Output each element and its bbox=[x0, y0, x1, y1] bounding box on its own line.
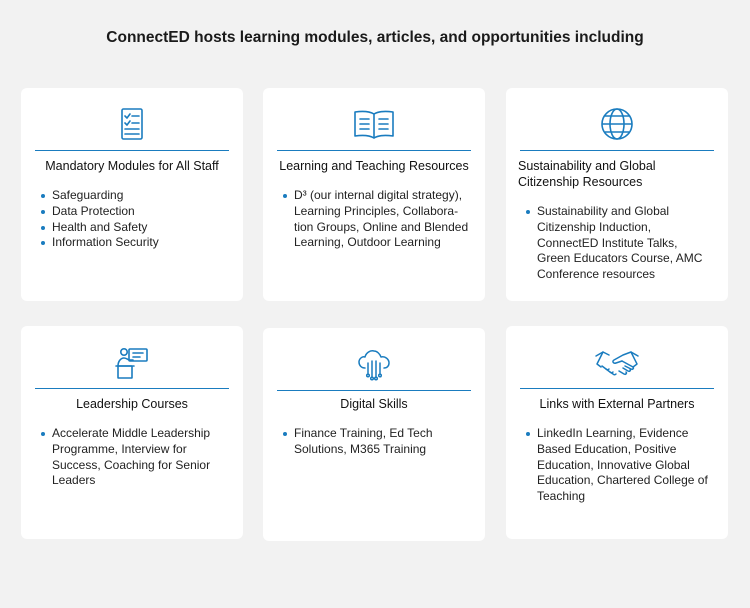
divider bbox=[35, 388, 229, 389]
card-list bbox=[52, 426, 229, 489]
card-learning-teaching bbox=[263, 88, 485, 301]
divider bbox=[520, 150, 714, 151]
card-heading: Digital Skills bbox=[340, 397, 408, 411]
divider bbox=[35, 150, 229, 151]
card-list bbox=[294, 188, 469, 251]
card-mandatory-modules bbox=[21, 88, 243, 301]
handshake-icon bbox=[594, 344, 640, 380]
globe-icon bbox=[599, 106, 635, 142]
card-heading: Sustainability and Global Citizenship Resources bbox=[518, 159, 656, 189]
divider bbox=[520, 388, 714, 389]
cloud-circuit-icon bbox=[356, 346, 392, 382]
list-item: Data Protection bbox=[52, 204, 229, 220]
card-heading: Learning and Teaching Resources bbox=[279, 159, 469, 173]
divider bbox=[277, 390, 471, 391]
list-item: Safeguarding bbox=[52, 188, 229, 204]
list-item: Sustainability and Global Citizenship Induction, ConnectED Institute Talks, Green Educators Course, AMC Conference resources bbox=[537, 204, 714, 283]
card-list bbox=[537, 204, 714, 283]
checklist-icon bbox=[114, 106, 150, 142]
card-heading: Mandatory Modules for All Staff bbox=[45, 159, 219, 173]
open-book-icon bbox=[351, 106, 397, 142]
card-heading: Leadership Courses bbox=[76, 397, 188, 411]
card-sustainability bbox=[506, 88, 728, 301]
list-item: LinkedIn Learning, Evidence Based Education, Positive Education, Innovative Global Education, Chartered College of Teaching bbox=[537, 426, 714, 505]
page-title: ConnectED hosts learning modules, articles, and opportunities including bbox=[106, 29, 644, 46]
list-item: Information Security bbox=[52, 235, 229, 251]
card-list bbox=[52, 188, 229, 251]
card-external-partners bbox=[506, 326, 728, 539]
card-list bbox=[294, 426, 471, 458]
list-item: D³ (our internal digital strategy), Learning Principles, Collabora-tion Groups, Online and Blended Learning, Outdoor Learning bbox=[294, 188, 469, 250]
list-item: Accelerate Middle Leadership Programme, Interview for Success, Coaching for Senior Leaders bbox=[52, 426, 229, 489]
card-leadership bbox=[21, 326, 243, 539]
presenter-icon bbox=[114, 344, 150, 380]
card-digital-skills bbox=[263, 328, 485, 541]
list-item: Health and Safety bbox=[52, 220, 229, 236]
list-item: Finance Training, Ed Tech Solutions, M365 Training bbox=[294, 426, 471, 458]
divider bbox=[277, 150, 471, 151]
card-list bbox=[537, 426, 714, 505]
card-heading: Links with External Partners bbox=[539, 397, 695, 411]
